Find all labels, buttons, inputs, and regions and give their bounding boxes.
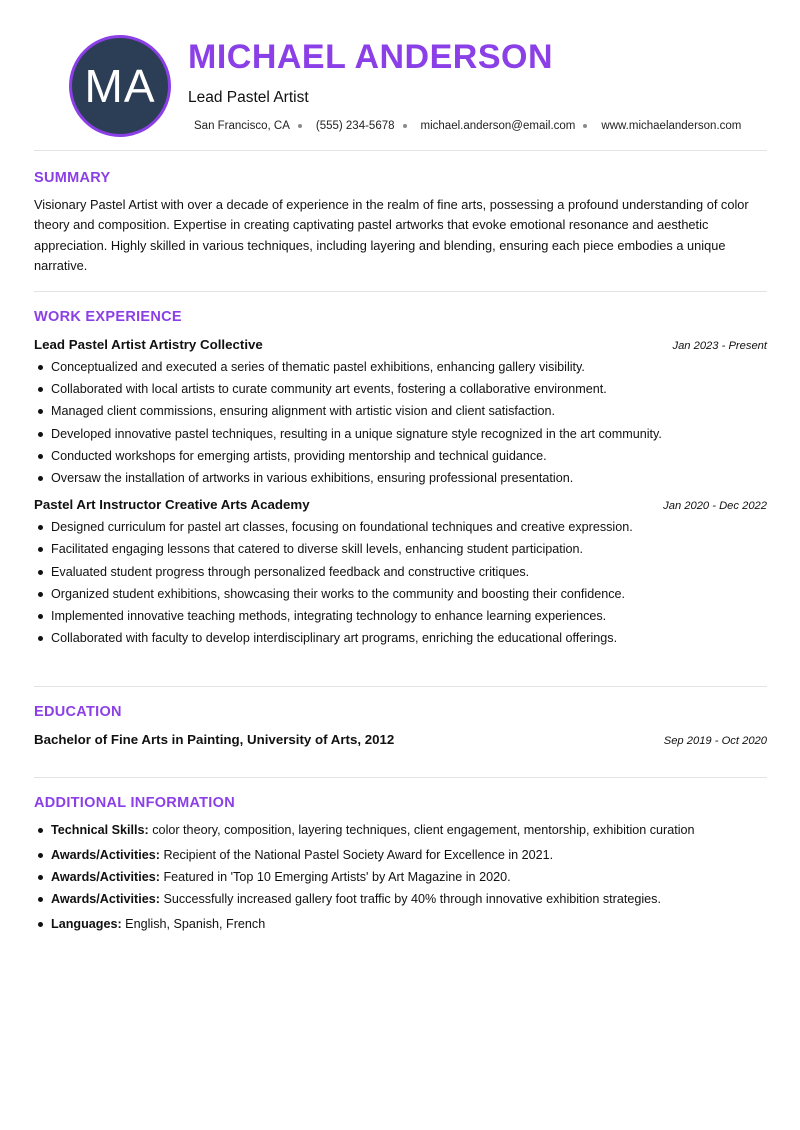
contact-location: San Francisco, CA <box>194 120 290 132</box>
section-title-summary: SUMMARY <box>34 170 111 186</box>
list-item: Evaluated student progress through personalized feedback and constructive critiques. <box>34 561 767 583</box>
list-item: Organized student exhibitions, showcasing their works to the community and boosting their confidence. <box>34 583 767 605</box>
job-date: Jan 2020 - Dec 2022 <box>663 500 767 513</box>
list-item: Managed client commissions, ensuring alignment with artistic vision and client satisfaction. <box>34 400 767 422</box>
additional-list <box>34 819 767 935</box>
list-item <box>34 913 767 935</box>
job-title: Lead Pastel Artist Artistry Collective <box>34 337 263 352</box>
summary-section <box>34 170 767 276</box>
education-date: Sep 2019 - Oct 2020 <box>663 735 767 747</box>
list-item: Collaborated with faculty to develop interdisciplinary art programs, enriching the educational offerings. <box>34 627 767 649</box>
job-entry <box>34 337 767 489</box>
divider <box>34 686 767 687</box>
list-item: Implemented innovative teaching methods, integrating technology to enhance learning experiences. <box>34 605 767 627</box>
list-item <box>34 866 767 888</box>
item-text: color theory, composition, layering techniques, client engagement, mentorship, exhibition curation <box>148 823 695 837</box>
item-label: Awards/Activities: <box>51 848 160 862</box>
item-text: Recipient of the National Pastel Society Award for Excellence in 2021. <box>159 848 554 862</box>
section-title-additional: ADDITIONAL INFORMATION <box>34 795 235 811</box>
resume-header <box>34 0 767 150</box>
item-text: Successfully increased gallery foot traffic by 40% through innovative exhibition strategies. <box>159 892 661 906</box>
candidate-role: Lead Pastel Artist <box>188 89 309 106</box>
item-label: Awards/Activities: <box>51 870 160 884</box>
divider <box>34 150 767 151</box>
separator-dot <box>298 124 302 128</box>
contact-email[interactable]: michael.anderson@email.com <box>420 120 576 132</box>
list-item: Developed innovative pastel techniques, resulting in a unique signature style recognized in the art community. <box>34 423 767 445</box>
education-section <box>34 704 767 747</box>
job-entry <box>34 497 767 649</box>
job-header <box>34 497 767 512</box>
contact-line <box>194 120 741 132</box>
divider <box>34 291 767 292</box>
avatar-initials: MA <box>84 60 156 112</box>
degree: Bachelor of Fine Arts in Painting, University of Arts, 2012 <box>34 732 395 747</box>
item-label: Languages: <box>51 917 122 931</box>
list-item: Facilitated engaging lessons that catered to diverse skill levels, enhancing student participation. <box>34 538 767 560</box>
divider <box>34 777 767 778</box>
separator-dot <box>403 124 407 128</box>
education-entry <box>34 732 767 747</box>
job-date: Jan 2023 - Present <box>672 340 767 352</box>
list-item: Conducted workshops for emerging artists, providing mentorship and technical guidance. <box>34 445 767 467</box>
item-text: English, Spanish, French <box>121 917 266 931</box>
list-item <box>34 844 767 866</box>
list-item: Conceptualized and executed a series of thematic pastel exhibitions, enhancing gallery visibility. <box>34 356 767 378</box>
job-bullets <box>34 516 767 649</box>
experience-section <box>34 309 767 649</box>
avatar <box>69 35 171 137</box>
separator-dot <box>583 124 587 128</box>
item-text: Featured in 'Top 10 Emerging Artists' by Art Magazine in 2020. <box>159 870 511 884</box>
list-item <box>34 819 767 841</box>
section-title-education: EDUCATION <box>34 704 122 720</box>
job-header <box>34 337 767 352</box>
list-item <box>34 888 767 910</box>
job-bullets <box>34 356 767 489</box>
list-item: Collaborated with local artists to curate community art events, fostering a collaborative environment. <box>34 378 767 400</box>
job-title: Pastel Art Instructor Creative Arts Academy <box>34 497 310 513</box>
summary-text: Visionary Pastel Artist with over a decade of experience in the realm of fine arts, possessing a profound understanding of color theory and composition. Expertise in creating captivating pastel artworks that evoke emotional resonance and aesthetic appreciation. Highly skilled in various techniques, including layering and blending, ensuring each piece embodies a unique narrative. <box>34 197 749 273</box>
item-label: Technical Skills: <box>51 823 149 837</box>
list-item: Oversaw the installation of artworks in various exhibitions, ensuring professional presentation. <box>34 467 767 489</box>
section-title-experience: WORK EXPERIENCE <box>34 309 182 325</box>
contact-phone: (555) 234-5678 <box>315 120 395 132</box>
list-item: Designed curriculum for pastel art classes, focusing on foundational techniques and creative expression. <box>34 516 767 538</box>
contact-website[interactable]: www.michaelanderson.com <box>601 120 742 132</box>
additional-section <box>34 795 767 935</box>
item-label: Awards/Activities: <box>51 892 160 906</box>
candidate-name: MICHAEL ANDERSON <box>188 38 554 76</box>
